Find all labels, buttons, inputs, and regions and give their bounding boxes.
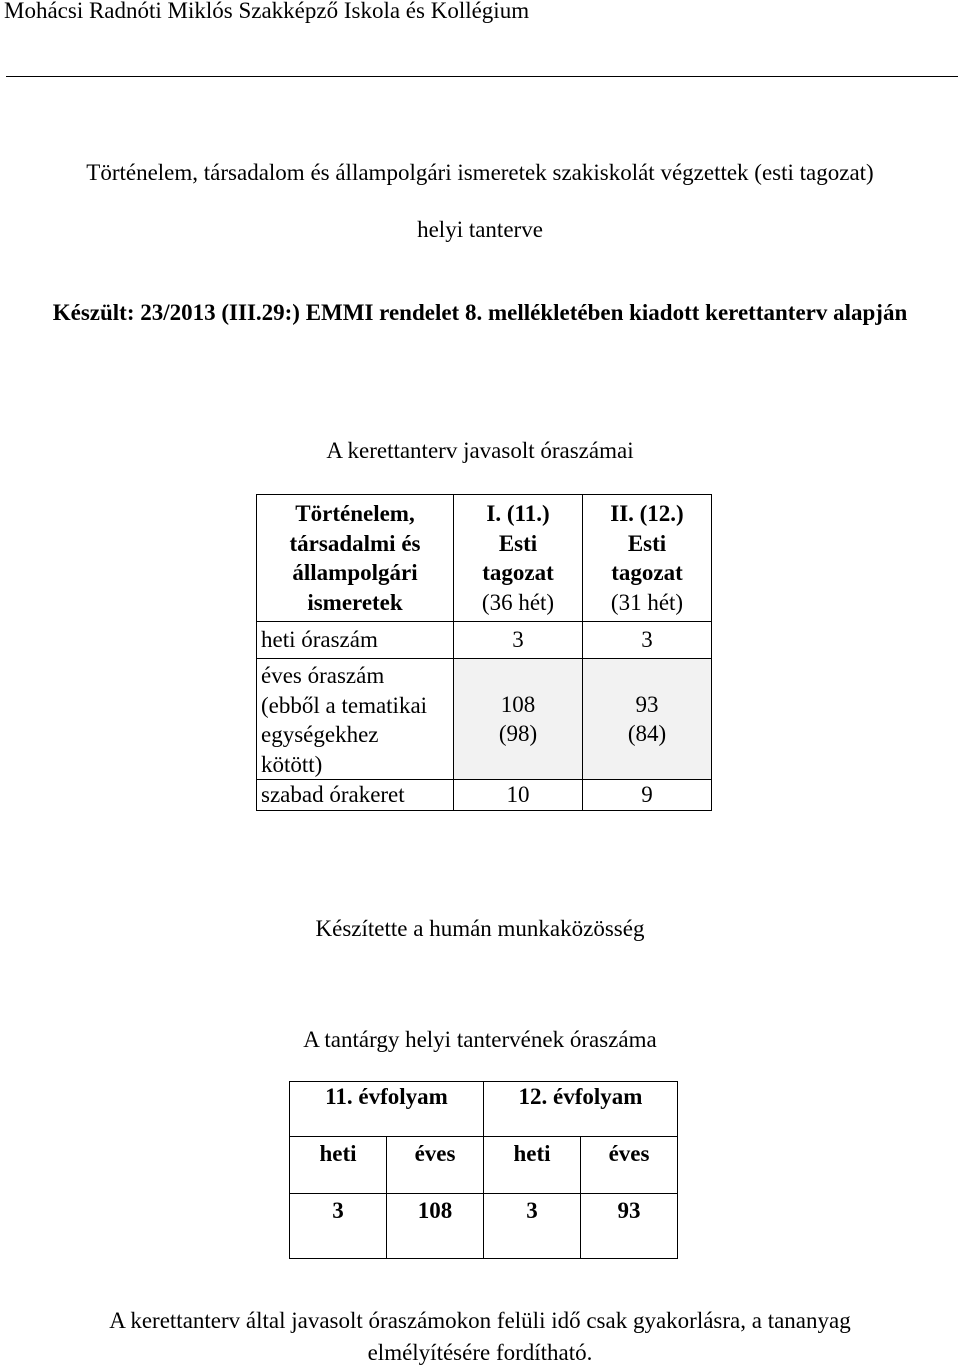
subject-header-line: társadalmi és <box>289 530 421 556</box>
subject-header-cell <box>257 495 454 622</box>
year2-value: 3 <box>583 622 712 659</box>
year1-value: 3 <box>454 622 583 659</box>
year2-header-line: Esti <box>627 530 667 556</box>
value-line: (84) <box>627 721 667 746</box>
table1-caption: A kerettanterv javasolt óraszámai <box>326 438 634 463</box>
footer-note <box>0 1305 960 1369</box>
year-11-header: 11. évfolyam <box>290 1082 484 1137</box>
year2-weeks: (31 hét) <box>610 589 684 615</box>
year1-header-cell <box>454 495 583 622</box>
document-title-line2: helyi tanterve <box>417 217 543 242</box>
year2-header-line: II. (12.) <box>610 501 684 526</box>
table-row <box>257 622 712 659</box>
value-cell: 93 <box>581 1194 678 1259</box>
value-line: 108 <box>500 691 536 717</box>
value-cell: 3 <box>484 1194 581 1259</box>
document-title: Történelem, társadalom és állampolgári ismeretek szakiskolát végzettek (esti tagozat) <box>86 160 874 185</box>
year2-value: 9 <box>583 780 712 811</box>
subheader-cell: éves <box>387 1137 484 1194</box>
table-row <box>257 780 712 811</box>
local-hours-table <box>289 1081 678 1259</box>
year1-value: 10 <box>454 780 583 811</box>
row-label-line: éves óraszám <box>261 663 385 688</box>
footer-line: A kerettanterv által javasolt óraszámokon felüli idő csak gyakorlásra, a tananyag <box>109 1308 851 1333</box>
year2-header-cell <box>583 495 712 622</box>
subject-header-line: állampolgári <box>292 560 418 585</box>
school-name: Mohácsi Radnóti Miklós Szakképző Iskola és Kollégium <box>4 0 530 23</box>
subheader-cell: éves <box>581 1137 678 1194</box>
value-cell: 3 <box>290 1194 387 1259</box>
year1-header-line: Esti <box>498 530 538 556</box>
value-line: (98) <box>498 721 538 746</box>
value-line: 93 <box>635 691 659 717</box>
subject-header-line: ismeretek <box>307 589 403 615</box>
row-label-line: egységekhez <box>261 722 379 747</box>
table2-caption: A tantárgy helyi tantervének óraszáma <box>303 1027 657 1052</box>
row-label: szabad órakeret <box>257 780 454 811</box>
year2-value <box>583 659 712 780</box>
document-basis: Készült: 23/2013 (III.29:) EMMI rendelet 8. mellékletében kiadott kerettanterv alapján <box>52 300 908 325</box>
table-row <box>257 659 712 780</box>
footer-line: elmélyítésére fordítható. <box>367 1340 593 1365</box>
row-label <box>257 659 454 780</box>
row-label-line: (ebből a tematikai <box>261 692 428 718</box>
header-divider <box>6 76 958 77</box>
table-row <box>290 1137 678 1194</box>
year-12-header: 12. évfolyam <box>484 1082 678 1137</box>
subheader-cell: heti <box>484 1137 581 1194</box>
prepared-by: Készítette a humán munkaközösség <box>315 916 645 941</box>
row-label-line: kötött) <box>261 751 323 777</box>
year2-header-line: tagozat <box>611 560 683 585</box>
year1-header-line: tagozat <box>482 560 554 585</box>
year1-weeks: (36 hét) <box>481 589 555 615</box>
year1-header-line: I. (11.) <box>486 501 550 526</box>
value-cell: 108 <box>387 1194 484 1259</box>
table-row <box>290 1194 678 1259</box>
recommended-hours-table <box>256 494 712 811</box>
table-row <box>290 1082 678 1137</box>
year1-value <box>454 659 583 780</box>
row-label: heti óraszám <box>257 622 454 659</box>
subject-header-line: Történelem, <box>295 501 415 526</box>
table-header-row <box>257 495 712 622</box>
subheader-cell: heti <box>290 1137 387 1194</box>
